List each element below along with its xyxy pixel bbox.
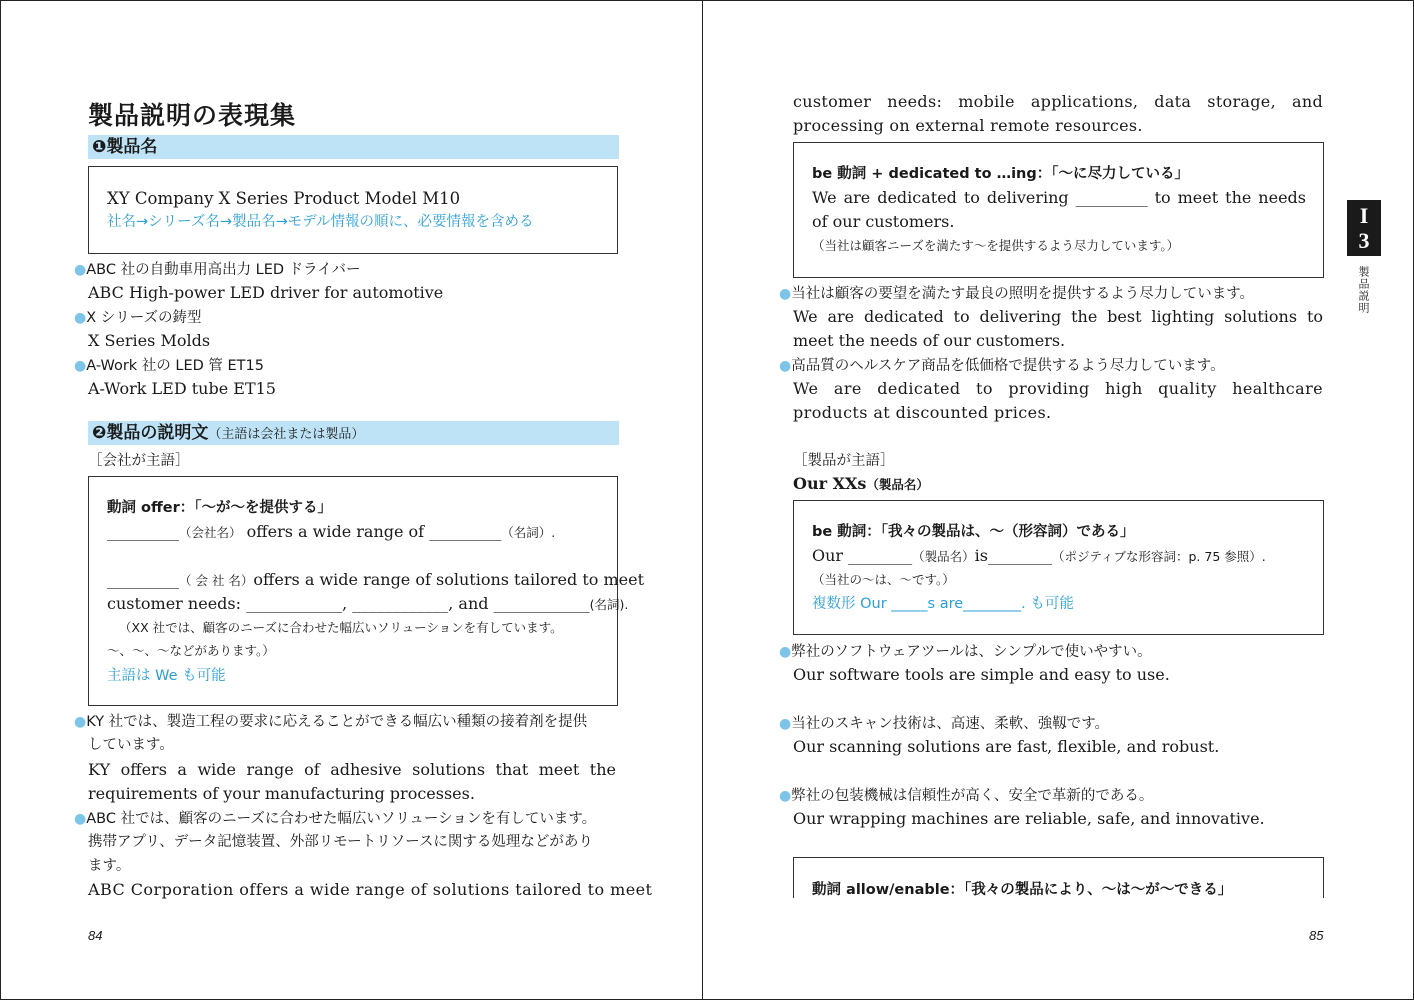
- list-item-en: We are dedicated to providing high quality healthcare products at discounted prices.: [793, 379, 1323, 422]
- list-item: ●KY 社では、製造工程の要求に応えることができる幅広い種類の接着剤を提供: [74, 714, 588, 730]
- allow-enable-box: [793, 857, 1324, 898]
- list-item: ●弊社の包装機械は信頼性が高く、安全で革新的である。: [779, 788, 1154, 804]
- be-verb-box: [793, 500, 1324, 635]
- dedicated-translation: （当社は顧客ニーズを満たす～を提供するよう尽力しています。）: [812, 238, 1180, 253]
- subheading-product-subject: ［製品が主語］: [793, 453, 895, 469]
- product-name-note: 社名→シリーズ名→製品名→モデル情報の順に、必要情報を含める: [107, 214, 534, 230]
- page-number: 84: [88, 928, 103, 943]
- page-title: 製品説明の表現集: [88, 101, 297, 130]
- list-item-en: ABC Corporation offers a wide range of solutions tailored to meet: [88, 880, 653, 899]
- offer-box: [88, 476, 645, 706]
- list-item: ●当社は顧客の要望を満たす最良の照明を提供するよう尽力しています。: [779, 286, 1255, 302]
- list-item: ●X シリーズの鋳型: [74, 310, 202, 326]
- list-item-jp-cont: しています。: [88, 737, 174, 753]
- offer-template-3: customer needs: ____________, ____________, and ____________(名詞).: [107, 594, 629, 613]
- continued-text: customer needs: mobile applications, data storage, and processing on external remote resources.: [793, 92, 1323, 135]
- our-xxs-heading: Our XXs（製品名）: [793, 474, 929, 493]
- list-item-en: ABC High-power LED driver for automotive: [88, 283, 444, 302]
- offer-note: 主語は We も可能: [107, 668, 226, 684]
- list-item: ●高品質のヘルスケア商品を低価格で提供するよう尽力しています。: [779, 358, 1225, 374]
- list-item: ●ABC 社の自動車用高出力 LED ドライバー: [74, 262, 361, 278]
- list-item-en: Our software tools are simple and easy to use.: [793, 665, 1170, 684]
- chapter-side-label: 製品説明: [1357, 266, 1370, 314]
- offer-translation-2: ～、～、～などがあります。）: [107, 643, 275, 658]
- bullet-icon: ●: [74, 358, 87, 374]
- offer-heading: 動詞 offer：「～が～を提供する」: [107, 500, 332, 516]
- bullet-icon: ●: [74, 811, 87, 827]
- list-item-en: X Series Molds: [88, 331, 211, 350]
- list-item-en: KY offers a wide range of adhesive solutions that meet the requirements of your manufacturing processes.: [88, 760, 616, 803]
- list-item-jp-cont: 携帯アプリ、データ記憶装置、外部リモートリソースに関する処理などがあり: [88, 834, 593, 850]
- be-verb-translation: （当社の～は、～です。）: [812, 572, 955, 587]
- offer-template-2: _________（ 会 社 名）offers a wide range of solutions tailored to meet: [107, 570, 645, 589]
- page-number: 85: [1309, 928, 1324, 943]
- offer-template-1: _________（会社名） offers a wide range of _________（名詞）.: [107, 522, 556, 541]
- section-heading-description: ❷製品の説明文（主語は会社または製品）: [88, 421, 619, 445]
- dedicated-box: [793, 142, 1324, 278]
- be-verb-heading: be 動詞：「我々の製品は、～（形容詞）である」: [812, 524, 1135, 540]
- be-verb-template: Our ________（製品名）is________（ポジティブな形容詞：p. 75 参照）.: [812, 546, 1266, 565]
- left-page: [0, 0, 702, 1000]
- dedicated-heading: be 動詞 + dedicated to …ing：「～に尽力している」: [812, 166, 1190, 182]
- list-item: ●弊社のソフトウェアツールは、シンプルで使いやすい。: [779, 644, 1152, 660]
- bullet-icon: ●: [779, 716, 792, 732]
- offer-translation-1: （XX 社では、顧客のニーズに合わせた幅広いソリューションを有しています。: [119, 620, 563, 635]
- list-item-en: Our wrapping machines are reliable, safe, and innovative.: [793, 809, 1265, 828]
- bullet-icon: ●: [74, 310, 87, 326]
- product-name-box: [88, 166, 618, 254]
- product-name-example: XY Company X Series Product Model M10: [107, 189, 461, 208]
- allow-enable-heading: 動詞 allow/enable：「我々の製品により、～は～が～できる」: [812, 882, 1233, 898]
- list-item: ●A-Work 社の LED 管 ET15: [74, 358, 264, 374]
- right-page: [703, 0, 1414, 1000]
- bullet-icon: ●: [74, 262, 87, 278]
- list-item: ●当社のスキャン技術は、高速、柔軟、強靱です。: [779, 716, 1110, 732]
- dedicated-template: We are dedicated to delivering _________ to meet the needs of our customers.: [812, 188, 1306, 231]
- be-verb-note: 複数形 Our _____s are________. も可能: [812, 596, 1074, 612]
- bullet-icon: ●: [779, 788, 792, 804]
- list-item: ●ABC 社では、顧客のニーズに合わせた幅広いソリューションを有しています。: [74, 811, 597, 827]
- bullet-icon: ●: [779, 358, 792, 374]
- list-item-en: We are dedicated to delivering the best lighting solutions to meet the needs of our customers.: [793, 307, 1323, 350]
- list-item-en: Our scanning solutions are fast, flexible, and robust.: [793, 737, 1220, 756]
- subheading-company-subject: ［会社が主語］: [88, 453, 190, 469]
- section-heading-product-name: ❶製品名: [88, 135, 619, 159]
- bullet-icon: ●: [74, 714, 87, 730]
- list-item-en: A-Work LED tube ET15: [88, 379, 276, 398]
- chapter-tab: I 3: [1347, 200, 1381, 256]
- list-item-jp-cont: ます。: [88, 858, 131, 874]
- bullet-icon: ●: [779, 286, 792, 302]
- bullet-icon: ●: [779, 644, 792, 660]
